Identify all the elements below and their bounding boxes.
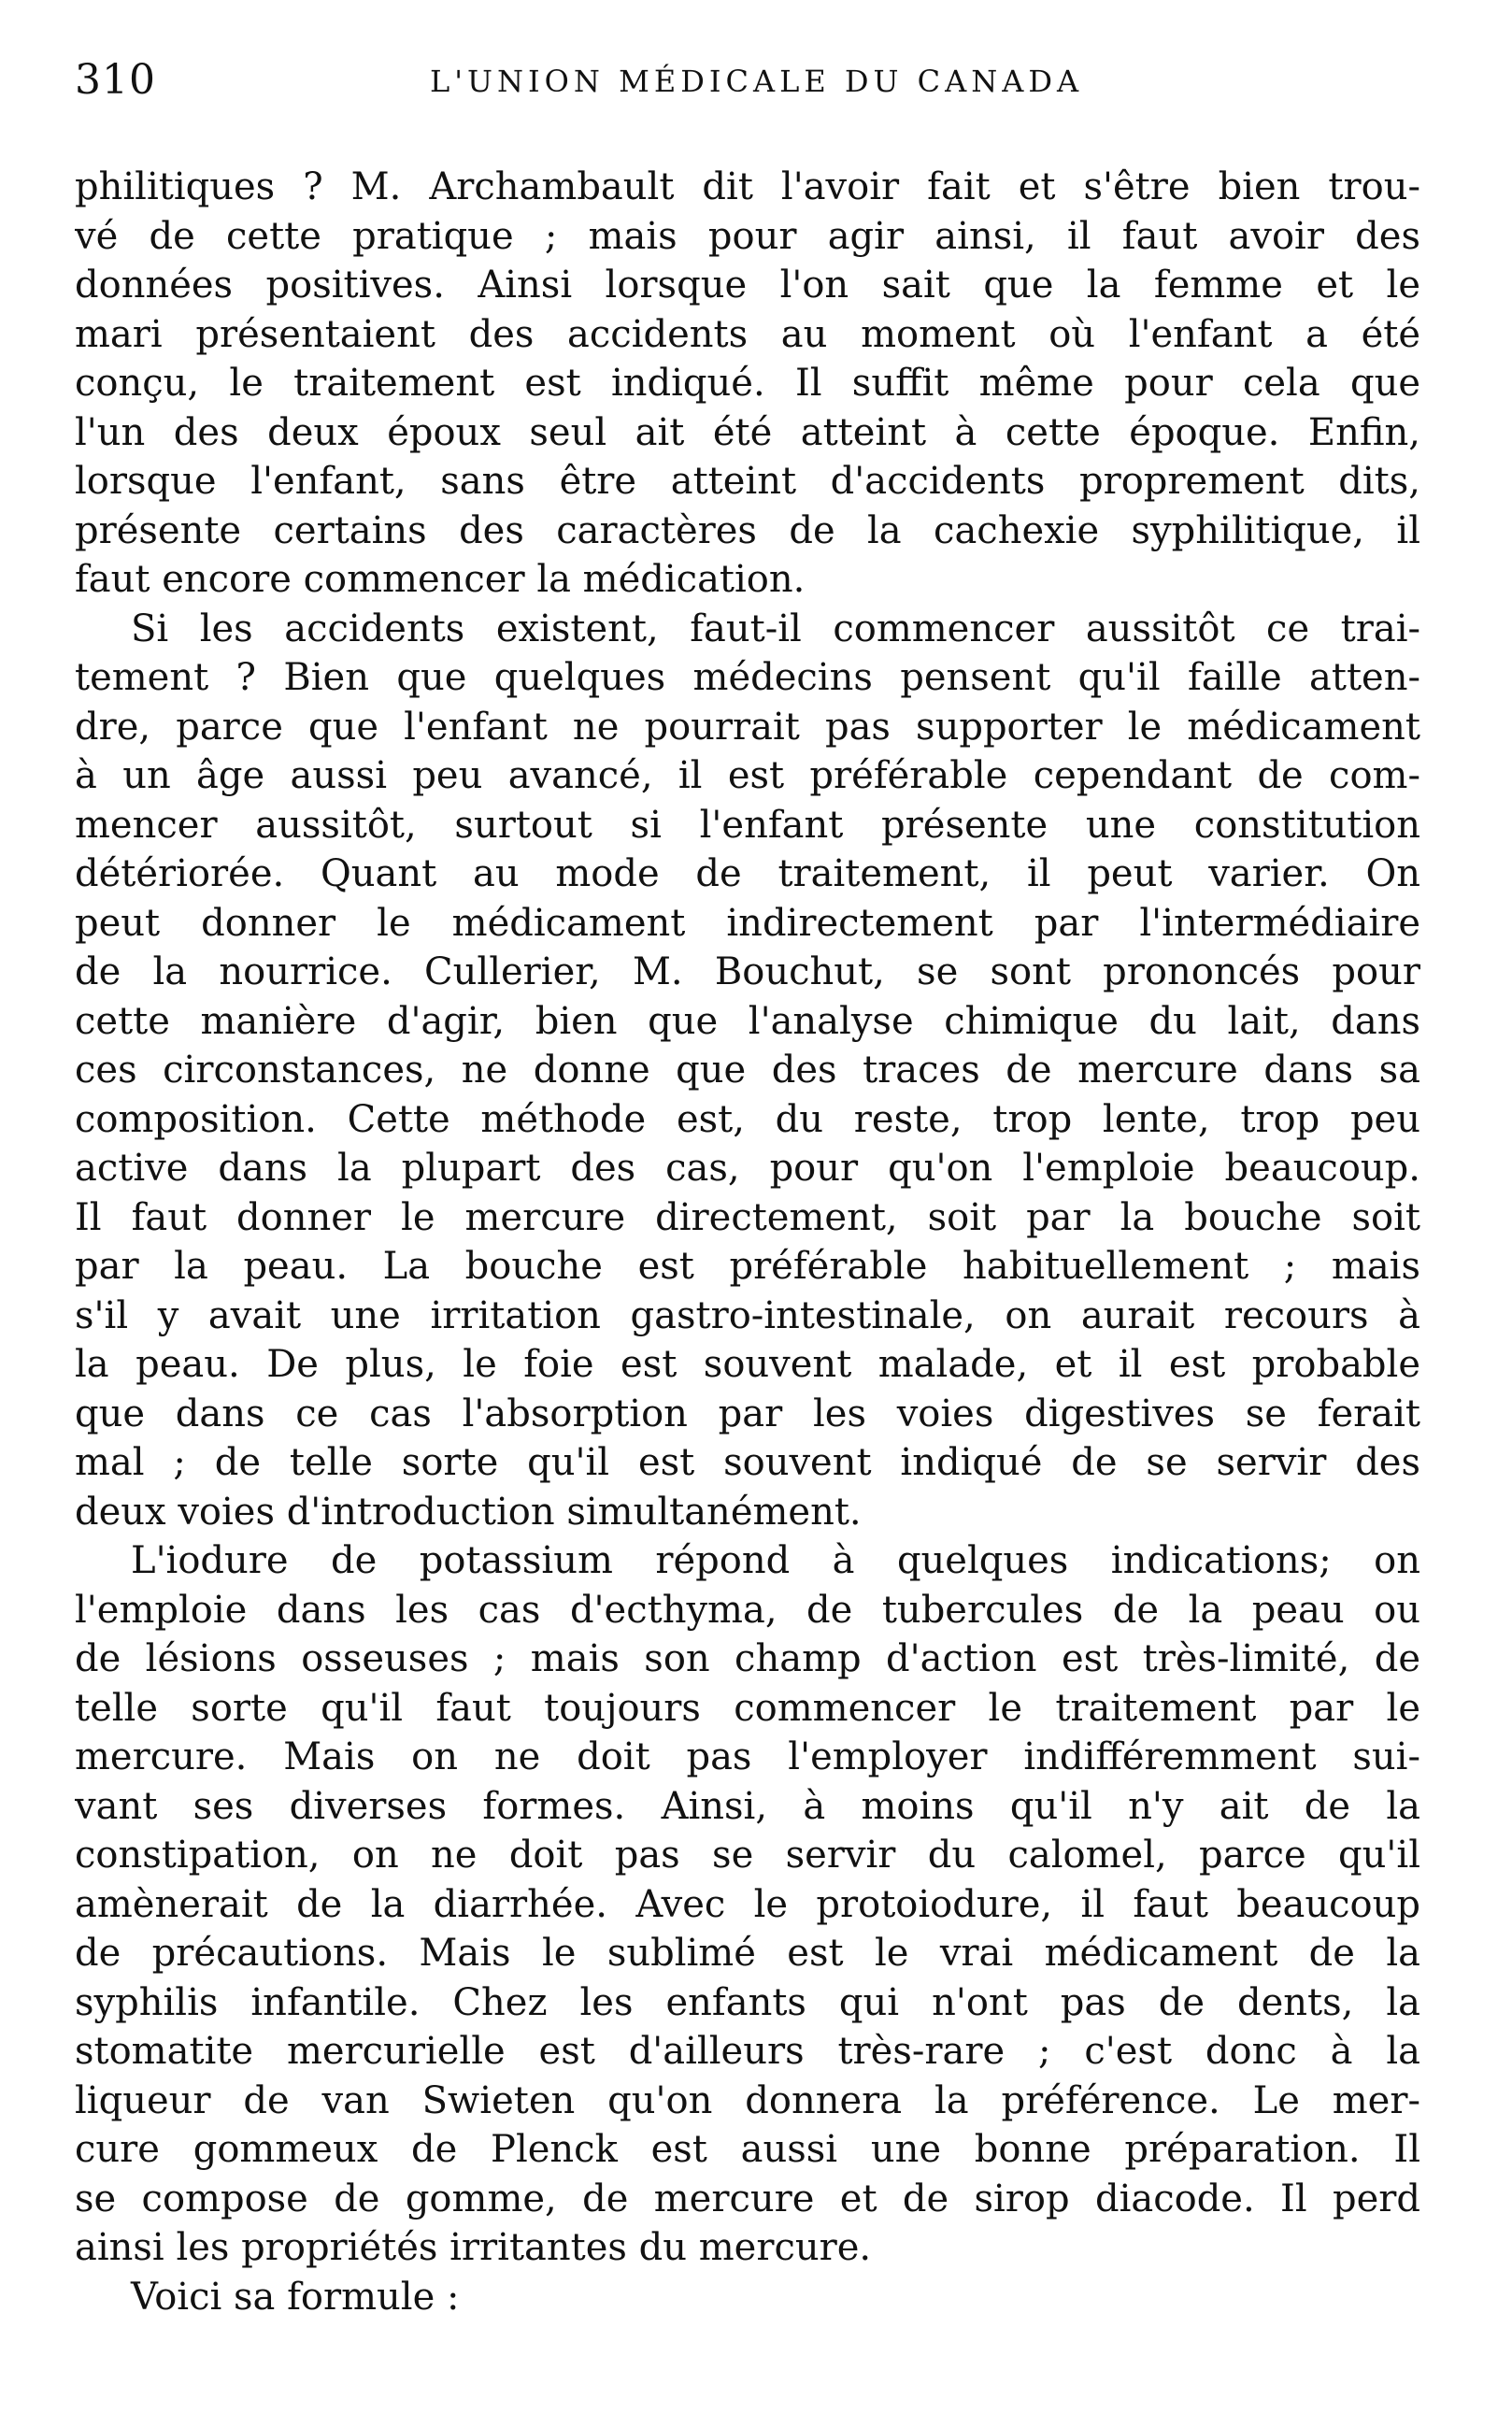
text-line: cette manière d'agir, bien que l'analyse chimique du lait, dans [75, 999, 1420, 1043]
text-line: de la nourrice. Cullerier, M. Bouchut, se sont prononcés pour [75, 950, 1420, 993]
text-line: Voici sa formule : [131, 2275, 460, 2319]
paragraph [75, 605, 1420, 1537]
journal-title: L'UNION MÉDICALE DU CANADA [430, 64, 1084, 99]
text-line: l'emploie dans les cas d'ecthyma, de tubercules de la peau ou [75, 1588, 1420, 1632]
text-line: cure gommeux de Plenck est aussi une bonne préparation. Il [75, 2128, 1420, 2171]
paragraph [75, 1536, 1420, 2273]
running-header [75, 56, 1420, 121]
text-line: stomatite mercurielle est d'ailleurs très-rare ; c'est donc à la [75, 2030, 1420, 2073]
text-line: ces circonstances, ne donne que des traces de mercure dans sa [75, 1049, 1420, 1092]
document-page [75, 56, 1420, 2321]
text-line: conçu, le traitement est indiqué. Il suffit même pour cela que [75, 362, 1420, 405]
text-line: mari présentaient des accidents au moment où l'enfant a été [75, 312, 1420, 356]
text-line: lorsque l'enfant, sans être atteint d'accidents proprement dits, [75, 460, 1420, 503]
text-line: amènerait de la diarrhée. Avec le protoiodure, il faut beaucoup [75, 1882, 1420, 1926]
page-number: 310 [75, 56, 156, 104]
text-line: se compose de gomme, de mercure et de sirop diacode. Il perd [75, 2177, 1420, 2220]
text-line: composition. Cette méthode est, du reste, trop lente, trop peu [75, 1097, 1420, 1141]
text-line: par la peau. La bouche est préférable habituellement ; mais [75, 1245, 1420, 1288]
text-line: dre, parce que l'enfant ne pourrait pas supporter le médicament [75, 705, 1420, 749]
text-line: que dans ce cas l'absorption par les voies digestives se ferait [75, 1392, 1420, 1435]
text-line: ainsi les propriétés irritantes du mercure. [75, 2226, 872, 2269]
text-line: mencer aussitôt, surtout si l'enfant présente une constitution [75, 803, 1420, 847]
body-text [75, 163, 1420, 2321]
text-line: Il faut donner le mercure directement, soit par la bouche soit [75, 1195, 1420, 1239]
paragraph [75, 163, 1420, 605]
text-line: constipation, on ne doit pas se servir du calomel, parce qu'il [75, 1834, 1420, 1877]
text-line: vant ses diverses formes. Ainsi, à moins qu'il n'y ait de la [75, 1784, 1420, 1828]
text-line: détériorée. Quant au mode de traitement, il peut varier. On [75, 852, 1420, 895]
text-line: mal ; de telle sorte qu'il est souvent indiqué de se servir des [75, 1441, 1420, 1484]
text-line: à un âge aussi peu avancé, il est préférable cependant de com- [75, 754, 1420, 797]
text-line: L'iodure de potassium répond à quelques indications; on [131, 1539, 1420, 1582]
text-line: de lésions osseuses ; mais son champ d'action est très-limité, de [75, 1637, 1420, 1680]
text-line: faut encore commencer la médication. [75, 558, 806, 601]
text-line: philitiques ? M. Archambault dit l'avoir fait et s'être bien trou- [75, 165, 1420, 208]
text-line: s'il y avait une irritation gastro-intestinale, on aurait recours à [75, 1293, 1420, 1337]
text-line: présente certains des caractères de la cachexie syphilitique, il [75, 508, 1420, 552]
text-line: mercure. Mais on ne doit pas l'employer indifféremment sui- [75, 1735, 1420, 1778]
text-line: données positives. Ainsi lorsque l'on sait que la femme et le [75, 264, 1420, 307]
text-line: deux voies d'introduction simultanément. [75, 1490, 862, 1534]
text-line: vé de cette pratique ; mais pour agir ainsi, il faut avoir des [75, 214, 1420, 258]
text-line: liqueur de van Swieten qu'on donnera la préférence. Le mer- [75, 2078, 1420, 2122]
text-line: de précautions. Mais le sublimé est le vrai médicament de la [75, 1932, 1420, 1975]
text-line: peut donner le médicament indirectement par l'intermédiaire [75, 901, 1420, 945]
text-line: syphilis infantile. Chez les enfants qui n'ont pas de dents, la [75, 1980, 1420, 2024]
text-line: l'un des deux époux seul ait été atteint à cette époque. Enfin, [75, 410, 1420, 454]
text-line: tement ? Bien que quelques médecins pensent qu'il faille atten- [75, 656, 1420, 699]
text-line: active dans la plupart des cas, pour qu'on l'emploie beaucoup. [75, 1147, 1420, 1190]
text-line: telle sorte qu'il faut toujours commencer le traitement par le [75, 1686, 1420, 1730]
text-line: Si les accidents existent, faut-il commencer aussitôt ce trai- [131, 607, 1420, 650]
paragraph [75, 2273, 1420, 2322]
text-line: la peau. De plus, le foie est souvent malade, et il est probable [75, 1343, 1420, 1386]
